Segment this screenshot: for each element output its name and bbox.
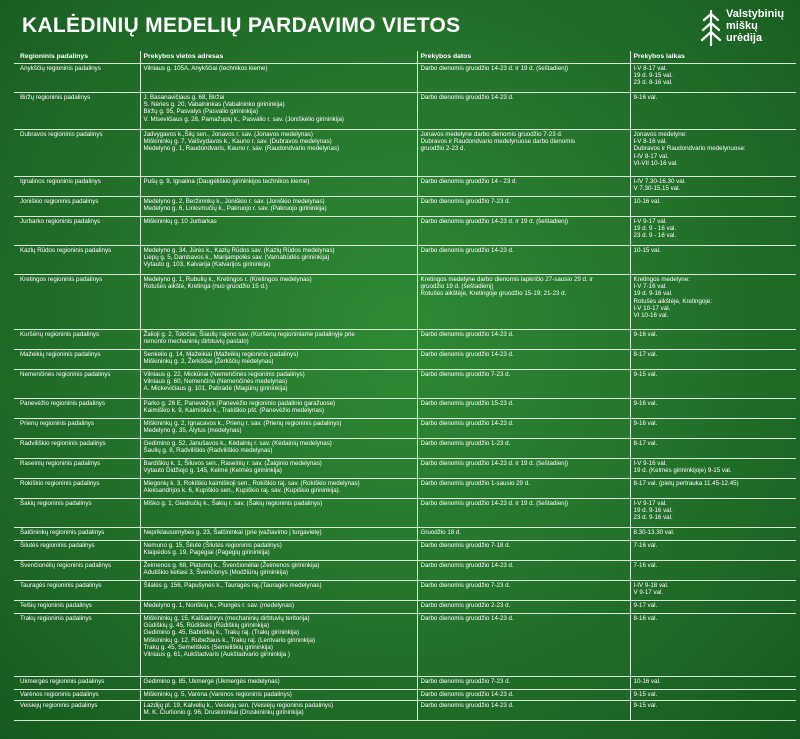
cell-address: Senkelio g. 14, Mažeikiai (Mažeikių regioninis padalinys) Miškininkų g. 2, Žerkščiai (Žerkščių medelynas): [140, 350, 417, 370]
table-row: [14, 177, 796, 197]
cell-hours: 7-16 val.: [630, 541, 796, 561]
cell-hours: 8.30-13.30 val.: [630, 528, 796, 541]
page-title: KALĖDINIŲ MEDELIŲ PARDAVIMO VIETOS: [22, 14, 461, 37]
cell-hours: 9-15 val.: [630, 701, 796, 721]
cell-address: Medelyno g. 34, Jūrės k., Kazlų Rūdos sav. (Kazlų Rūdos medelynas) Liepų g. 5, Dambavos k., Marijampolės sav. (Varnabūdės girininkija) Vytauto g. 103, Kalvarija (Kalvarijos girininkija): [140, 246, 417, 275]
cell-address: Miško g. 1, Giedručių k., Šakių r. sav. (Šakių regioninis padalinys): [140, 499, 417, 528]
cell-address: Medelyno g. 1, Rubulių k., Kretingos r. (Kretingos medelynas) Rotušės aikštė, Kretinga (nuo gruodžio 15 d.): [140, 275, 417, 330]
cell-hours: 8-17 val.: [630, 439, 796, 459]
cell-address: Pušų g. 9, Ignalina (Daugėliškio girininkijos technikos kieme): [140, 177, 417, 197]
cell-address: Žeimenos g. 68, Platumų k., Švenčionėliai (Žeimenos girininkija) Adutiškio keliasi 3, Švenčionys (Modžiūnų girininkija): [140, 561, 417, 581]
cell-address: Miškininkų g. 5, Varėna (Varėnos regioninis padalinys): [140, 690, 417, 701]
cell-hours: 8-17 val.: [630, 350, 796, 370]
cell-region: Kretingos regioninis padalinys: [14, 275, 140, 330]
cell-hours: Jonavos medelyne: I-V 8-16 val. Dubravos ir Raudondvario medelynuose: I-IV 8-17 val. VI-VII 10-16 val.: [630, 130, 796, 177]
table-row: [14, 479, 796, 499]
cell-region: Joniškio regioninis padalinys: [14, 197, 140, 217]
table-row: [14, 614, 796, 677]
cell-address: Miegonių k. 3, Rokiškio kaimiškoji sen., Rokiškio raj. sav. (Rokiškio medelynas) Aleksandrijos k. 6, Kupiškio sen., Kupiškio raj. sav. (Kupiškio girininkija).: [140, 479, 417, 499]
table-row: [14, 399, 796, 419]
cell-hours: I-IV 7.30-16.30 val. V 7.30-15.15 val.: [630, 177, 796, 197]
cell-region: Raseinių regioninis padalinys: [14, 459, 140, 479]
cell-dates: Darbo dienomis gruodžio 14-23 d.: [417, 561, 630, 581]
cell-hours: I-V 9-17 val. 19 d. 9-16 val. 23 d. 9-16 val.: [630, 499, 796, 528]
cell-dates: Darbo dienomis gruodžio 7-23 d.: [417, 581, 630, 601]
cell-dates: Darbo dienomis gruodžio 15-23 d.: [417, 399, 630, 419]
logo-line-2: miškų: [726, 20, 758, 32]
header-address: Prekybos vietos adresas: [140, 51, 417, 64]
cell-region: Kuršėnų regioninis padalinys: [14, 330, 140, 350]
cell-address: Gedimino g. 85, Ukmergė (Ukmergės medelynas): [140, 677, 417, 690]
cell-region: Šakių regioninis padalinys: [14, 499, 140, 528]
cell-region: Švenčionėlių regioninis padalinys: [14, 561, 140, 581]
table-row: [14, 93, 796, 130]
cell-address: Parko g. 26 E, Panevėžys (Panevėžio regioninio padalinio garažuose) Kaimiškio k. 9, Kaimiškio k., Trakiškio pšt. (Panevėžio medelynas): [140, 399, 417, 419]
cell-dates: Darbo dienomis gruodžio 14-23 d.: [417, 701, 630, 721]
cell-dates: Darbo dienomis gruodžio 7-23 d.: [417, 677, 630, 690]
cell-region: Ignalinos regioninis padalinys: [14, 177, 140, 197]
table-row: [14, 499, 796, 528]
table-row: [14, 541, 796, 561]
cell-dates: Darbo dienomis gruodžio 14 - 23 d.: [417, 177, 630, 197]
cell-region: Anykščių regioninis padalinys: [14, 64, 140, 93]
cell-dates: Darbo dienomis gruodžio 14-23 d.: [417, 690, 630, 701]
cell-dates: Darbo dienomis gruodžio 7-23 d.: [417, 370, 630, 399]
cell-region: Varėnos regioninis padalinys: [14, 690, 140, 701]
cell-address: Miškininkų g. 10 Jurbarkas: [140, 217, 417, 246]
cell-address: Lazdijų pl. 19, Kalvelių k., Veisiejų sen. (Veisiejų regioninis padalinys) M. K. Čiurlionio g. 96, Druskininkai (Druskininkų girininkija): [140, 701, 417, 721]
table-row: [14, 217, 796, 246]
cell-hours: 9-16 val.: [630, 93, 796, 130]
cell-region: Dubravos regioninis padalinys: [14, 130, 140, 177]
table-row: [14, 677, 796, 690]
cell-region: Biržų regioninis padalinys: [14, 93, 140, 130]
table-row: [14, 64, 796, 93]
cell-hours: 9-16 val.: [630, 330, 796, 350]
sales-locations-table: [14, 51, 796, 721]
cell-dates: Darbo dienomis gruodžio 1-23 d.: [417, 439, 630, 459]
cell-dates: Darbo dienomis gruodžio 14-23 d.: [417, 330, 630, 350]
table-row: [14, 439, 796, 459]
cell-hours: I-IV 9-18 val. V 9-17 val.: [630, 581, 796, 601]
cell-dates: Darbo dienomis gruodžio 1-sausio 29 d.: [417, 479, 630, 499]
table-row: [14, 350, 796, 370]
logo-text: [726, 8, 784, 44]
cell-hours: 10-16 val.: [630, 677, 796, 690]
cell-dates: Darbo dienomis gruodžio 14-23 d.: [417, 93, 630, 130]
cell-dates: Gruodžio 18 d.: [417, 528, 630, 541]
cell-hours: I-V 8-17 val. 19 d. 9-15 val. 23 d. 8-16 val.: [630, 64, 796, 93]
cell-address: Medelyno g. 2, Beržininkų k., Joniškio r. sav. (Joniškio medelynas) Medelyno g. 6, Linksmučių k., Pakruojo r. sav. (Pakruojo girininkija): [140, 197, 417, 217]
cell-region: Veisiejų regioninis padalinys: [14, 701, 140, 721]
cell-region: Telšių regioninis padalinys: [14, 601, 140, 614]
table-header-row: [14, 51, 796, 64]
cell-hours: 7-16 val.: [630, 561, 796, 581]
cell-address: Nemuno g. 15, Šilutė (Šilutės regioninis padalinys) Klaipėdos g. 19, Pagėgiai (Pagėgių girininkija): [140, 541, 417, 561]
cell-region: Ukmergės regioninis padalinys: [14, 677, 140, 690]
cell-address: Žalioji g. 2, Toločiai, Šiaulių rajono sav. (Kuršėnų regioniniame padalinyje prie remonto mechaninių dirbtuvių pastato): [140, 330, 417, 350]
table-row: [14, 601, 796, 614]
cell-address: Medelyno g. 1, Noriškių k., Plungės r. sav. (medelynas): [140, 601, 417, 614]
cell-region: Rokiškio regioninis padalinys: [14, 479, 140, 499]
cell-dates: Jonavos medelyne darbo dienomis gruodžio 7-23 d. Dubravos ir Raudondvario medelynuose darbo dienomis gruodžio 2-23 d.: [417, 130, 630, 177]
table-row: [14, 130, 796, 177]
cell-region: Kazlų Rūdos regioninis padalinys: [14, 246, 140, 275]
cell-hours: 9-15 val.: [630, 690, 796, 701]
cell-region: Šalčininkų regioninis padalinys: [14, 528, 140, 541]
cell-dates: Darbo dienomis gruodžio 2-23 d.: [417, 601, 630, 614]
table-row: [14, 275, 796, 330]
table-row: [14, 246, 796, 275]
cell-address: Vilniaus g. 22, Mickūnai (Nemenčinės regioninis padalinys) Vilniaus g. 60, Nemenčinė (Nemenčinės medelynas) A. Mickevičiaus g. 101, Pabradė (Magūnų girininkija): [140, 370, 417, 399]
cell-region: Jurbarko regioninis padalinys: [14, 217, 140, 246]
table-row: [14, 330, 796, 350]
cell-hours: 10-15 val.: [630, 246, 796, 275]
tree-logo-icon: [700, 8, 722, 48]
cell-address: Miškininkų g. 2, Ignacavos k., Prienų r. sav. (Prienų regioninis padalinys) Medelyno g. 35, Alytus (medelynas): [140, 419, 417, 439]
cell-hours: 8-17 val. (pietų pertrauka 11.45-12.45): [630, 479, 796, 499]
cell-address: J. Basanavičiaus g. 68, Biržai S. Nėries g. 20, Vabalninkas (Vabalninko girininkija) Biržų g. 95, Pasvalys (Pasvalio girininkija) V. Misevičiaus g. 28, Pamažupių k., Pasvalio r. sav. (Joniškėlio girininkija): [140, 93, 417, 130]
table-row: [14, 701, 796, 721]
cell-address: Vilniaus g. 105A, Anykščiai (technikos kieme): [140, 64, 417, 93]
cell-region: Prienų regioninis padalinys: [14, 419, 140, 439]
table-row: [14, 581, 796, 601]
logo-line-1: Valstybinių: [726, 8, 785, 20]
table-row: [14, 528, 796, 541]
table-row: [14, 459, 796, 479]
cell-address: Bardiškių k. 1, Šiluvos sen., Raseinių r. sav. (Žaiginio medelynas) Vytauto Didžiojo g. 145, Kelmė (Kelmės girininkija): [140, 459, 417, 479]
cell-region: Mažeikių regioninis padalinys: [14, 350, 140, 370]
table-row: [14, 690, 796, 701]
cell-dates: Darbo dienomis gruodžio 14-23 d. ir 19 d. (šeštadienį): [417, 217, 630, 246]
cell-region: Trakų regioninis padalinys: [14, 614, 140, 677]
cell-hours: Kretingos medelyne: I-V 7-16 val. 19 d. 9-16 val. Rotušės aikštėje, Kretingoje: I-V 10-17 val. VI 10-16 val.: [630, 275, 796, 330]
cell-dates: Darbo dienomis gruodžio 7-18 d.: [417, 541, 630, 561]
table-row: [14, 419, 796, 439]
cell-hours: I-V 9-16 val. 19 d. (Kelmės girininkijoje) 9-15 val.: [630, 459, 796, 479]
cell-dates: Darbo dienomis gruodžio 7-23 d.: [417, 197, 630, 217]
cell-region: Radviliškio regioninis padalinys: [14, 439, 140, 459]
logo: [700, 8, 784, 48]
table-body: [14, 64, 796, 721]
cell-address: Šilalės g. 156, Papušynės k., Tauragės raj.(Tauragės medelynas): [140, 581, 417, 601]
table-row: [14, 197, 796, 217]
table-row: [14, 561, 796, 581]
table-row: [14, 370, 796, 399]
cell-hours: 10-16 val.: [630, 197, 796, 217]
cell-region: Tauragės regioninis padalinys: [14, 581, 140, 601]
logo-line-3: urėdija: [726, 32, 763, 44]
header-hours: Prekybos laikas: [630, 51, 796, 64]
cell-hours: I-V 9-17 val. 19 d. 9 - 16 val. 23 d. 9 - 16 val.: [630, 217, 796, 246]
cell-address: Nepriklausomybės g. 23, Šalčininkai (prie įvažiavimo į turgavietę): [140, 528, 417, 541]
cell-address: Gedimino g. 52, Janušavos k., Kėdainių r. sav. (Kėdainių medelynas) Šaulių g. 8, Radviliškis (Radviliškio medelynas): [140, 439, 417, 459]
cell-address: Jadvygavos k.,Šilų sen., Jonavos r. sav. (Jonavos medelynas) Miškininkų g. 7, Vaišvydavos k., Kauno r. sav. (Dubravos medelynas) Medelyno g. 1, Raudondvaris, Kauno r. sav. (Raudondvario medelynas): [140, 130, 417, 177]
cell-region: Nemenčinės regioninis padalinys: [14, 370, 140, 399]
cell-dates: Darbo dienomis gruodžio 14-23 d.: [417, 614, 630, 677]
cell-dates: Darbo dienomis gruodžio 14-23 d. ir 19 d. (šeštadienį): [417, 64, 630, 93]
cell-hours: 9-15 val.: [630, 370, 796, 399]
cell-hours: 9-17 val.: [630, 601, 796, 614]
cell-address: Miškininkų g. 15, Kaišiadorys (mechaninių dirbtuvių teritorija) Gūdiškių g. 45, Rūdiškės (Rūdiškių girininkija) Gedimino g. 45, Babriškių k., Trakų raj. (Trakų girininkija) Miškininkų g. 12, Rubežiaus k., Trakų raj. (Lentvario girininkija) Trakų g. 45, Semeliškės (Semeliškių girininkija) Vilniaus g. 61, Aukštadvaris (Aukštadvario girininkija ): [140, 614, 417, 677]
cell-hours: 8-16 val.: [630, 614, 796, 677]
header-region: Regioninis padalinys: [14, 51, 140, 64]
cell-dates: Darbo dienomis gruodžio 14-23 d. ir 19 d. (šeštadienį): [417, 459, 630, 479]
cell-dates: Darbo dienomis gruodžio 14-23 d.: [417, 246, 630, 275]
cell-dates: Darbo dienomis gruodžio 14-23 d.: [417, 350, 630, 370]
cell-hours: 9-16 val.: [630, 399, 796, 419]
cell-dates: Darbo dienomis gruodžio 14-23 d.: [417, 419, 630, 439]
header-dates: Prekybos datos: [417, 51, 630, 64]
cell-region: Panevėžio regioninis padalinys: [14, 399, 140, 419]
cell-region: Šilutės regioninis padalinys: [14, 541, 140, 561]
cell-dates: Kretingos medelyne darbo dienomis lapkričio 27-sausio 29 d. ir gruodžio 19 d. (šeštadienį) Rotušės aikštėje, Kretingoje gruodžio 15-19; 21-23 d.: [417, 275, 630, 330]
cell-hours: 9-16 val.: [630, 419, 796, 439]
cell-dates: Darbo dienomis gruodžio 14-23 d. ir 19 d. (šeštadienį): [417, 499, 630, 528]
